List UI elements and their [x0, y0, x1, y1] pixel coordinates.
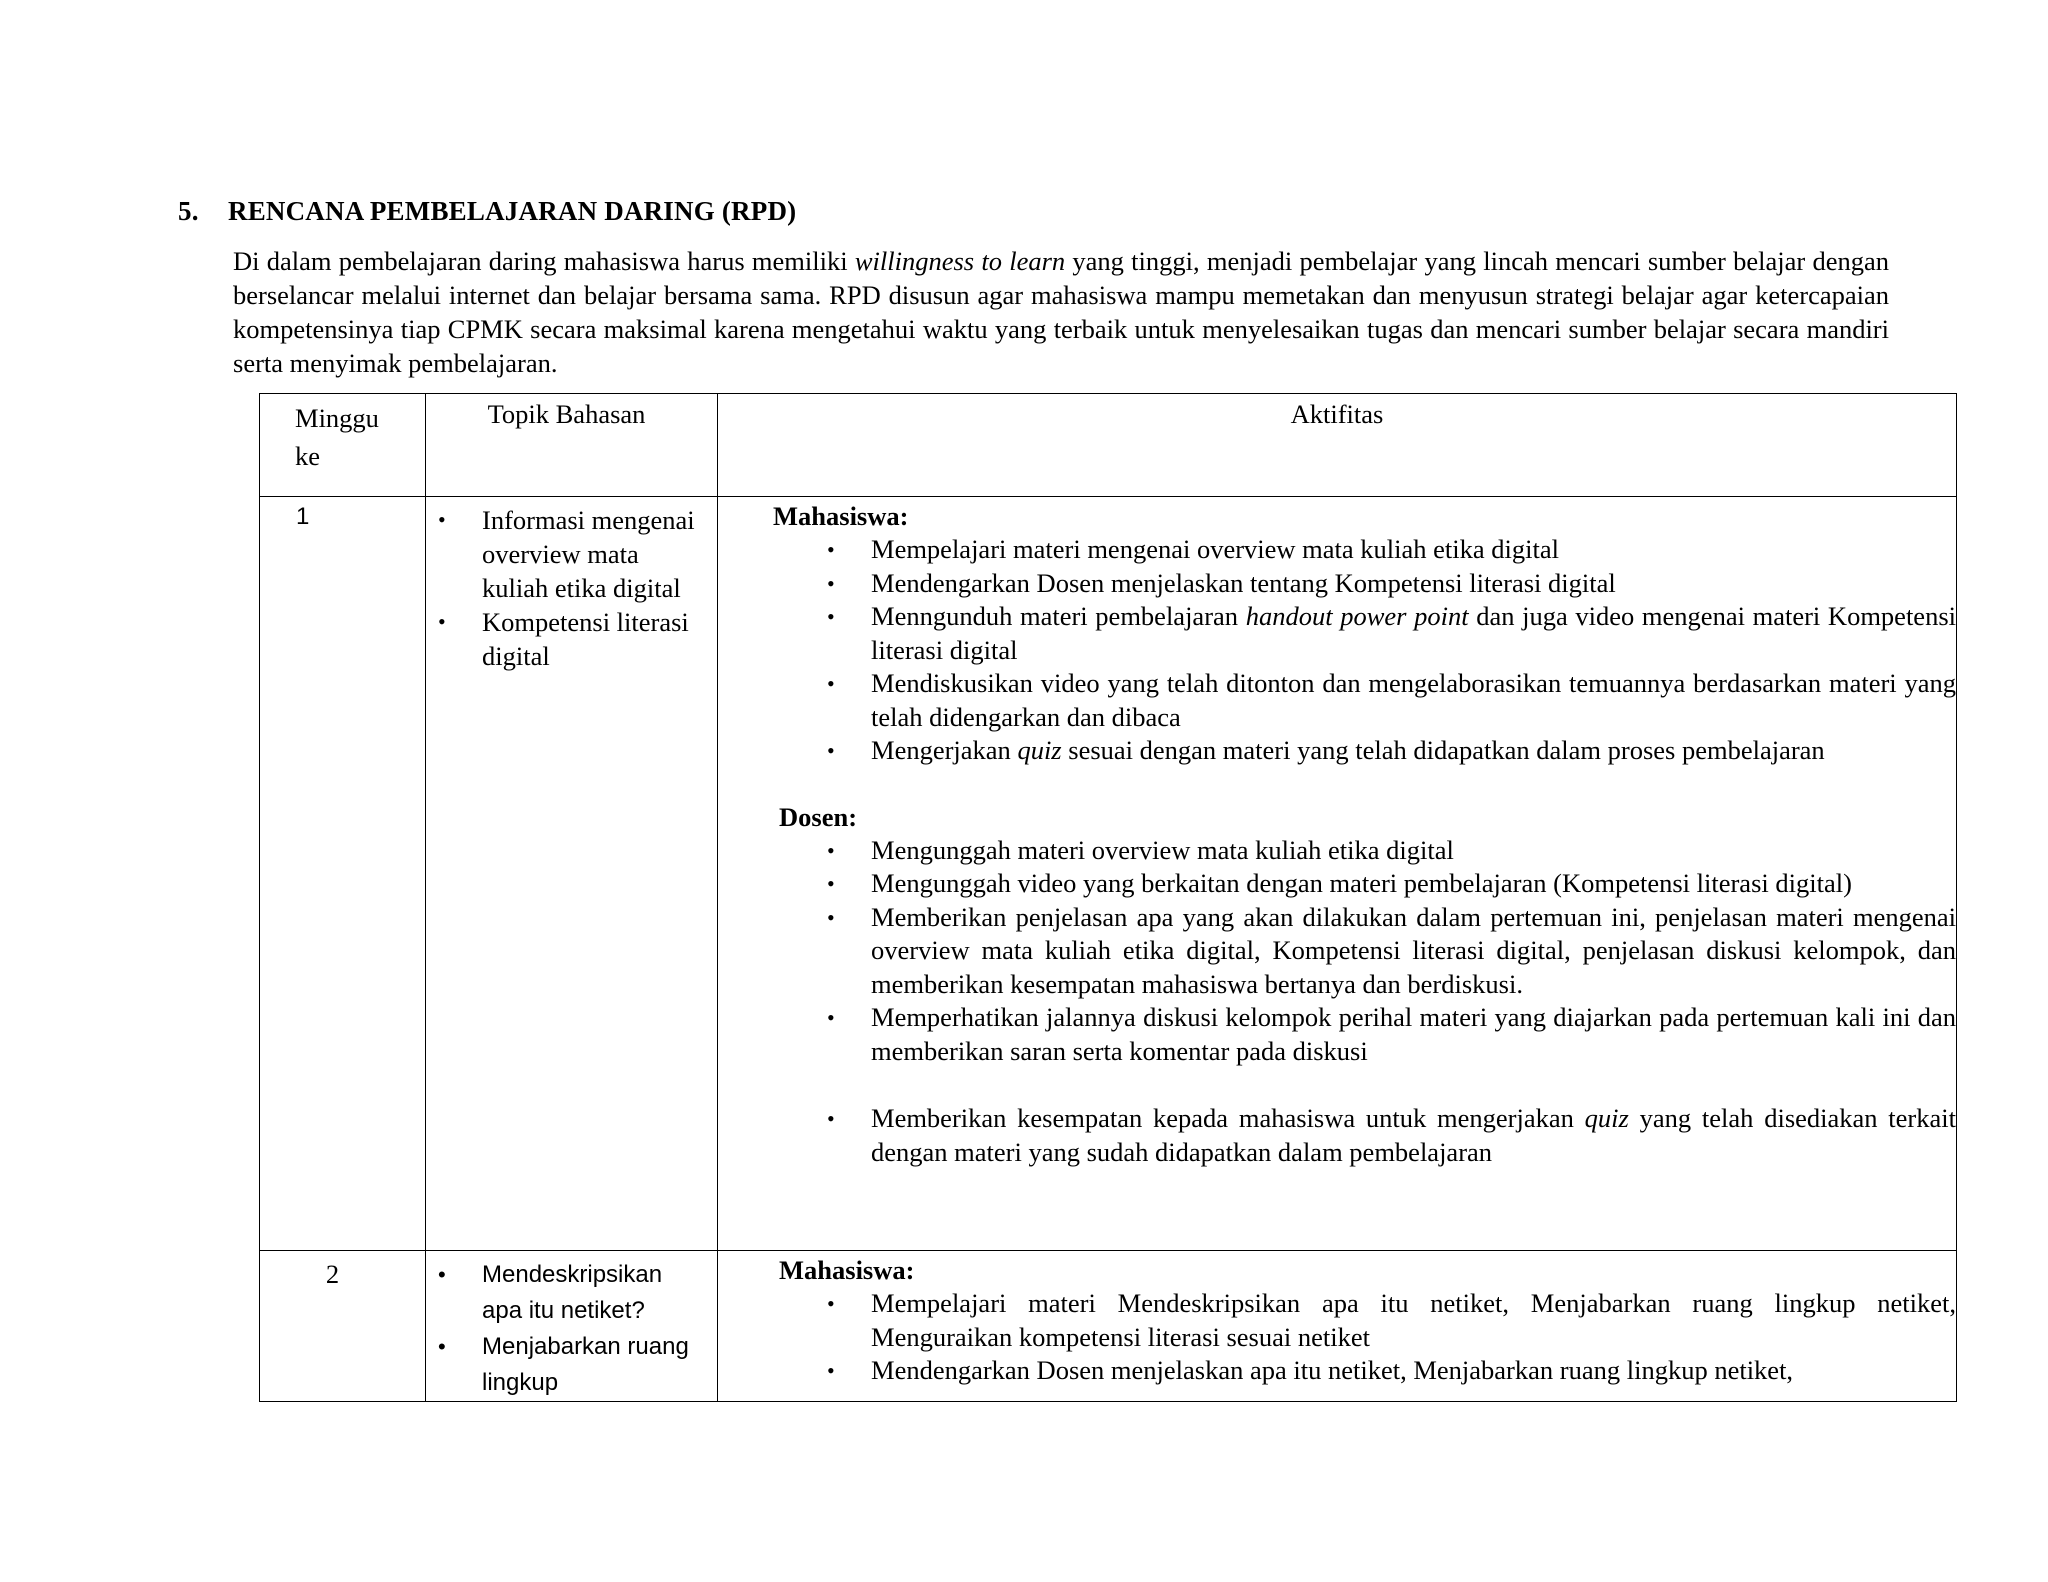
- header-week-line1: Minggu: [295, 403, 379, 433]
- mahasiswa-activity-list: [718, 533, 1956, 768]
- header-week-line2: ke: [295, 441, 321, 471]
- activity-text: Mempelajari materi Mendeskripsikan apa itu netiket, Menjabarkan ruang lingkup netiket, Menguraikan kompetensi literasi sesuai netiket: [871, 1288, 1956, 1352]
- week-cell: 1: [260, 497, 426, 1251]
- header-activity-label: Aktifitas: [1290, 399, 1384, 429]
- bullet-icon: •: [438, 609, 446, 634]
- table-row: [260, 497, 1957, 1251]
- list-item: [827, 600, 1956, 667]
- activity-text: sesuai dengan materi yang telah didapatkan dalam proses pembelajaran: [1061, 735, 1825, 765]
- section-number: 5.: [178, 196, 199, 226]
- mahasiswa-activity-list: [718, 1287, 1956, 1388]
- bullet-icon: •: [827, 671, 835, 696]
- rpd-table: [259, 393, 1957, 1402]
- bullet-icon: •: [438, 1334, 446, 1359]
- activity-text: Mendengarkan Dosen menjelaskan apa itu netiket, Menjabarkan ruang lingkup netiket,: [871, 1355, 1794, 1385]
- bullet-icon: •: [827, 1358, 835, 1383]
- list-item: [827, 1354, 1956, 1388]
- topic-text: Informasi mengenai overview mata kuliah etika digital: [482, 505, 695, 603]
- activity-text: Mendiskusikan video yang telah ditonton dan mengelaborasikan temuannya berdasarkan materi yang telah didengarkan dan dibaca: [871, 668, 1956, 732]
- bullet-icon: •: [827, 738, 835, 763]
- list-item: [827, 734, 1956, 768]
- activity-text: Mengunggah video yang berkaitan dengan materi pembelajaran (Kompetensi literasi digital): [871, 868, 1852, 898]
- header-week: [260, 394, 426, 497]
- list-item: [827, 901, 1956, 1002]
- list-item: [827, 567, 1956, 601]
- header-topic: [426, 394, 718, 497]
- topic-text: Menjabarkan ruang lingkup: [482, 1333, 689, 1396]
- list-item: [827, 867, 1956, 901]
- activity-emphasis: handout power point: [1245, 601, 1469, 631]
- header-topic-label: Topik Bahasan: [487, 399, 646, 429]
- list-item: [827, 834, 1956, 868]
- activity-cell: [718, 497, 1957, 1251]
- bullet-icon: •: [827, 871, 835, 896]
- activity-emphasis: quiz: [1584, 1103, 1629, 1133]
- intro-paragraph: [233, 244, 1889, 380]
- intro-text-part2: yang tinggi, menjadi pembelajar yang lincah mencari sumber belajar dengan berselancar melalui internet dan belajar bersama sama. RPD disusun agar mahasiswa mampu memetakan dan menyusun strategi belajar agar ketercapaian kompetensinya tiap CPMK secara maksimal karena mengetahui waktu yang terbaik untuk menyelesaikan tugas dan mencari sumber belajar secara mandiri serta menyimak pembelajaran.: [233, 246, 1889, 378]
- activity-text: Mengunggah materi overview mata kuliah etika digital: [871, 834, 1454, 865]
- topic-list: [426, 1251, 717, 1401]
- topic-cell: [426, 497, 718, 1251]
- list-item: [827, 533, 1956, 567]
- activity-cell: [718, 1251, 1957, 1402]
- activity-text: Mendengarkan Dosen menjelaskan tentang Kompetensi literasi digital: [871, 567, 1616, 598]
- bullet-icon: •: [827, 570, 835, 596]
- mahasiswa-label: Mahasiswa:: [773, 501, 909, 531]
- week-cell: 2: [260, 1251, 426, 1402]
- list-item: [434, 1257, 707, 1329]
- dosen-label: Dosen:: [779, 801, 858, 832]
- bullet-icon: •: [827, 1005, 835, 1030]
- intro-emphasis: willingness to learn: [854, 246, 1066, 276]
- activity-text: Mengerjakan: [871, 735, 1018, 765]
- activity-text: Memberikan kesempatan kepada mahasiswa untuk mengerjakan: [871, 1103, 1585, 1133]
- list-item: [827, 1287, 1956, 1354]
- bullet-icon: •: [438, 507, 446, 532]
- bullet-icon: •: [827, 537, 835, 562]
- list-item: [434, 503, 707, 605]
- list-item: [434, 1329, 707, 1401]
- section-heading: [178, 196, 796, 227]
- list-item: [827, 667, 1956, 734]
- intro-text-part1: Di dalam pembelajaran daring mahasiswa harus memiliki: [233, 246, 855, 276]
- list-item: [827, 1102, 1956, 1169]
- topic-text: Kompetensi literasi digital: [482, 607, 689, 671]
- bullet-icon: •: [827, 604, 835, 629]
- activity-text: yang telah disediakan terkait dengan materi yang sudah didapatkan dalam pembelajaran: [871, 1103, 1956, 1167]
- table-header-row: [260, 394, 1957, 497]
- bullet-icon: •: [827, 837, 835, 863]
- topic-cell: [426, 1251, 718, 1402]
- activity-text: Memperhatikan jalannya diskusi kelompok perihal materi yang diajarkan pada pertemuan kali ini dan memberikan saran serta komentar pada diskusi: [871, 1002, 1956, 1066]
- activity-text: Menngunduh materi pembelajaran: [871, 601, 1246, 631]
- dosen-activity-list: [718, 834, 1956, 1170]
- bullet-icon: •: [827, 1106, 835, 1131]
- topic-text: Mendeskripsikan apa itu netiket?: [482, 1261, 663, 1324]
- activity-text: Mempelajari materi mengenai overview mata kuliah etika digital: [871, 534, 1560, 564]
- section-title: RENCANA PEMBELAJARAN DARING (RPD): [228, 196, 797, 226]
- table-row: [260, 1251, 1957, 1402]
- activity-text: Memberikan penjelasan apa yang akan dilakukan dalam pertemuan ini, penjelasan materi mengenai overview mata kuliah etika digital, Kompetensi literasi digital, penjelasan diskusi kelompok, dan memberikan kesempatan mahasiswa bertanya dan berdiskusi.: [871, 901, 1956, 999]
- bullet-icon: •: [438, 1262, 446, 1287]
- topic-list: [426, 497, 717, 673]
- activity-text: dan juga video mengenai materi Kompetensi literasi digital: [871, 601, 1956, 665]
- list-item: [827, 1001, 1956, 1068]
- bullet-icon: •: [827, 1291, 835, 1316]
- header-activity: [718, 394, 1957, 497]
- activity-emphasis: quiz: [1017, 735, 1062, 765]
- bullet-icon: •: [827, 904, 835, 930]
- list-item: [434, 605, 707, 673]
- mahasiswa-label: Mahasiswa:: [779, 1255, 915, 1285]
